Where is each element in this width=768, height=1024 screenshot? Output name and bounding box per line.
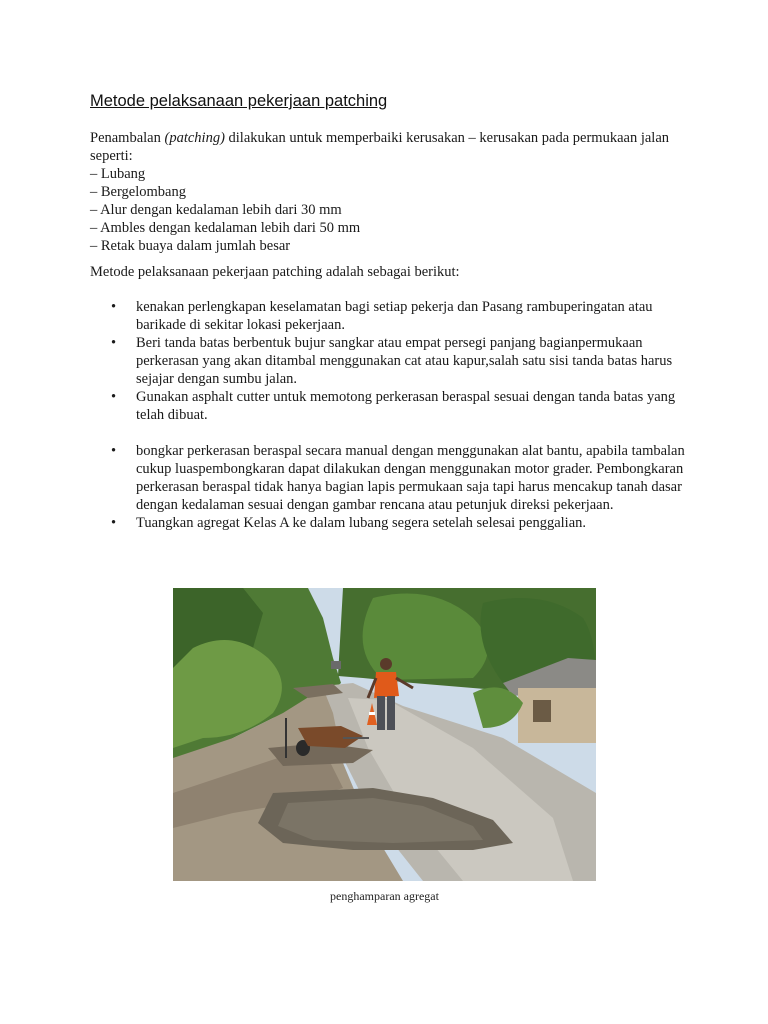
damage-item: – Retak buaya dalam jumlah besar (90, 238, 291, 254)
photo-caption: penghamparan agregat (330, 889, 439, 903)
method-intro: Metode pelaksanaan pekerjaan patching adalah sebagai berikut: (90, 264, 460, 280)
bullet-icon: • (111, 335, 117, 351)
step-text: Beri tanda batas berbentuk bujur sangkar atau empat persegi panjang bagianpermukaan perkerasan yang akan ditambal menggunakan cat atau kapur,salah satu sisi tanda batas harus sejajar dengan sumbu jalan. (136, 335, 673, 387)
step-text: Gunakan asphalt cutter untuk memotong perkerasan beraspal sesuai dengan tanda batas yang telah dibuat. (136, 389, 676, 423)
step-text: bongkar perkerasan beraspal secara manual dengan menggunakan alat bantu, apabila tambalan cukup luaspembongkaran dapat dilakukan dengan menggunakan motor grader. Pembongkaran perkerasan beraspal tidak hanya bagian lapis permukaan saja tapi harus mencakup tanah dasar dengan kedalaman sesuai dengan gambar rencana atau petunjuk direksi pekerjaan. (136, 443, 685, 513)
road-patching-photo (173, 588, 596, 881)
step-text: Tuangkan agregat Kelas A ke dalam lubang segera setelah selesai penggalian. (136, 515, 587, 531)
intro-text-end: dilakukan untuk memperbaiki kerusakan – kerusakan pada permukaan jalan seperti: (90, 130, 670, 164)
bullet-icon: • (111, 299, 117, 315)
damage-item: – Alur dengan kedalaman lebih dari 30 mm (90, 202, 342, 218)
step-item (110, 388, 700, 424)
steps-list (110, 298, 700, 532)
step-item (110, 298, 700, 334)
step-item (110, 334, 700, 388)
step-text: kenakan perlengkapan keselamatan bagi setiap pekerja dan Pasang rambuperingatan atau barikade di sekitar lokasi pekerjaan. (136, 299, 653, 333)
step-item (110, 442, 700, 514)
bullet-icon: • (111, 515, 117, 531)
damage-item: – Bergelombang (90, 184, 186, 200)
damage-item: – Lubang (90, 166, 146, 182)
bullet-icon: • (111, 443, 117, 459)
intro-section (90, 129, 700, 255)
intro-text-start: Penambalan (90, 130, 165, 146)
page-title: Metode pelaksanaan pekerjaan patching (90, 92, 388, 110)
bullet-icon: • (111, 389, 117, 405)
intro-paragraph (90, 129, 700, 165)
intro-italic-term: (patching) (164, 130, 225, 146)
step-item (110, 514, 700, 532)
damage-list (90, 165, 700, 255)
damage-item: – Ambles dengan kedalaman lebih dari 50 mm (90, 220, 361, 236)
